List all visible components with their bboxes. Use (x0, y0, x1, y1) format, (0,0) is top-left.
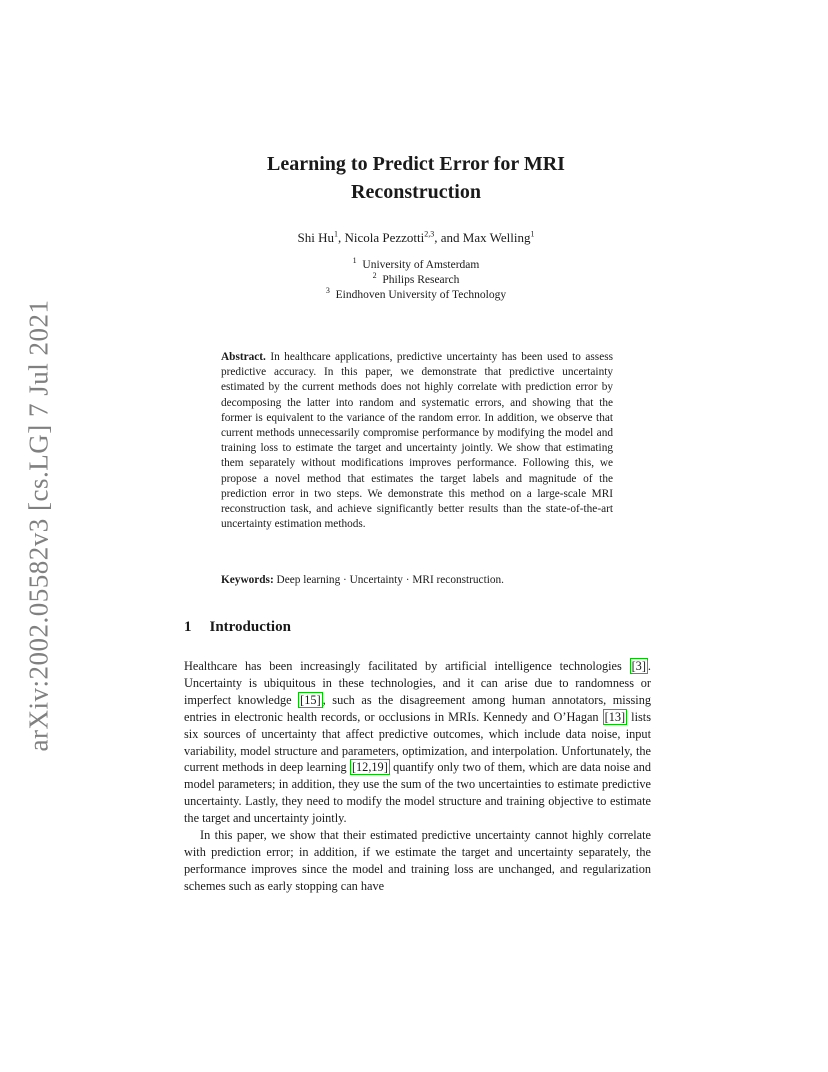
abstract-text: In healthcare applications, predictive uncertainty has been used to assess predictive accuracy. In this paper, we demonstrate that predictive uncertainty estimated by the current methods does not highly correlate with prediction error by decomposing the latter into random and systematic errors, and showing that the former is equivalent to the variance of the random error. In addition, we observe that current methods unnecessarily compromise performance by modifying the model and training loss to estimate the target and uncertainty jointly. We show that estimating them separately without modifications improves performance. Following this, we propose a novel method that estimates the target labels and magnitude of the prediction error in two steps. We demonstrate this method on a large-scale MRI reconstruction task, and achieve significantly better results than the state-of-the-art uncertainty estimation methods. (221, 351, 613, 531)
affiliation-list (200, 258, 632, 303)
paragraph-text: . Uncertainty is ubiquitous in these technologies, and it can arise due to randomness or imperfect knowledge (184, 659, 651, 707)
paragraph-text: , such as the disagreement among human annotators, missing entries in electronic health records, or occlusions in MRIs. Kennedy and O’Hagan (184, 692, 652, 724)
citation-link[interactable]: [15] (300, 692, 321, 707)
section-heading-introduction (184, 619, 291, 636)
affiliation-line (200, 273, 632, 288)
keywords (221, 574, 613, 586)
affiliation-line (200, 288, 632, 303)
affiliation-name: University of Amsterdam (362, 259, 480, 271)
section-number: 1 (184, 619, 192, 635)
affiliation-name: Eindhoven University of Technology (335, 289, 507, 301)
author-name: Nicola Pezzotti (344, 230, 425, 245)
abstract-label: Abstract. (221, 351, 266, 363)
paragraph-text: quantify only two of them, which are data noise and model parameters; in addition, they use the sum of the two uncertainties to estimate predictive uncertainty. Lastly, they need to modify the model structure and training objective to estimate the target and uncertainty jointly. (184, 760, 651, 826)
citation-link[interactable]: [3] (631, 659, 646, 673)
author-affiliation-mark: 1 (530, 229, 535, 239)
paragraph-text: Healthcare has been increasingly facilitated by artificial intelligence technologies (184, 659, 630, 673)
arxiv-identifier-stamp (18, 299, 60, 751)
arxiv-identifier-text: arXiv:2002.05582v3 [cs.LG] 7 Jul 2021 (23, 299, 54, 751)
affiliation-mark: 2 (372, 271, 377, 281)
paragraph (184, 658, 651, 827)
paper-title: Learning to Predict Error for MRI Reconstruction (267, 153, 565, 203)
affiliation-mark: 3 (325, 286, 330, 296)
citation-link[interactable]: [13] (604, 709, 626, 724)
author-name: Max Welling (462, 230, 531, 245)
author-affiliation-mark: 2,3 (424, 229, 435, 239)
keywords-label: Keywords: (221, 574, 274, 586)
affiliation-line (200, 258, 632, 273)
paragraph-text: lists six sources of uncertainty that affect predictive outcomes, which include data noise, input variability, model structure and parameters, optimization, and interpolation. Unfortunately, the current methods in deep learning (184, 709, 651, 775)
abstract (221, 350, 613, 532)
author-affiliation-mark: 1 (333, 229, 338, 239)
paragraph: In this paper, we show that their estimated predictive uncertainty cannot highly correlate with prediction error; in addition, if we estimate the target and uncertainty separately, the performance improves since the model and training loss are unchanged, and regularization schemes such as early stopping can have (184, 828, 651, 893)
keywords-text: Deep learning · Uncertainty · MRI reconstruction. (276, 574, 504, 586)
author-separator: , and (434, 230, 463, 245)
author-list (200, 230, 632, 246)
introduction-body (184, 658, 651, 895)
affiliation-name: Philips Research (382, 274, 460, 286)
citation-link[interactable]: [12,19] (351, 760, 388, 775)
section-title: Introduction (209, 619, 291, 635)
affiliation-mark: 1 (352, 256, 357, 266)
author-name: Shi Hu (297, 230, 334, 245)
author-separator: , (337, 230, 345, 245)
